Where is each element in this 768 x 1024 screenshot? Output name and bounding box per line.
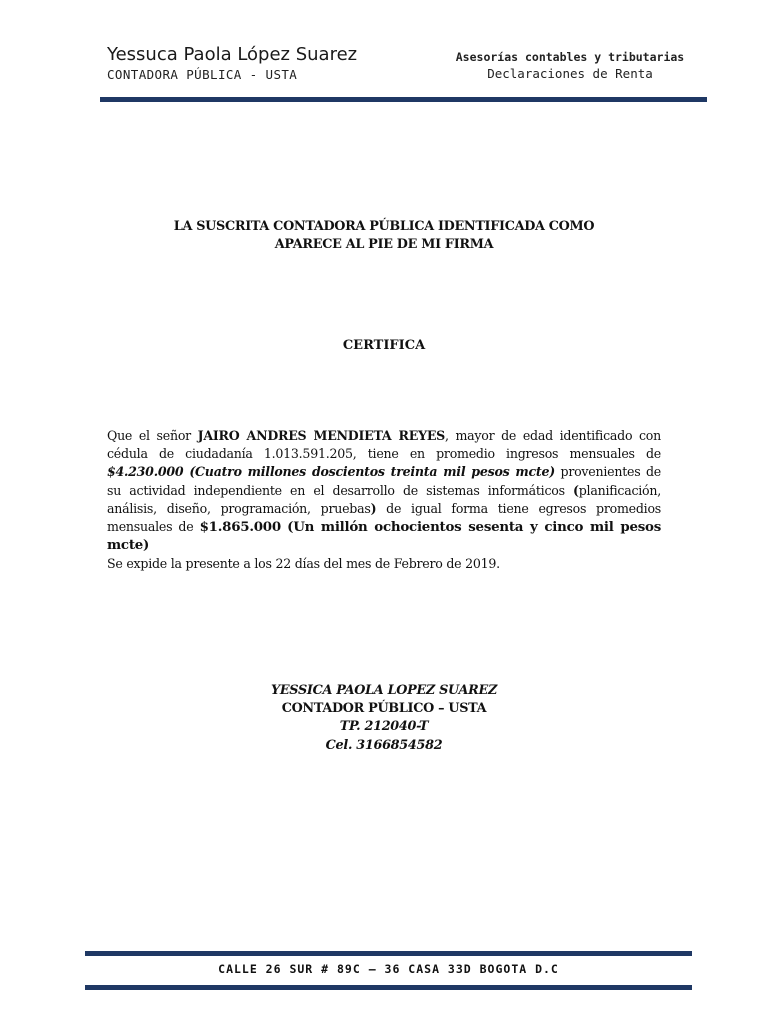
services-line-1: Asesorías contables y tributarias [455,50,685,64]
activities-list: planificación, análisis, diseño, programación, pruebas [107,482,661,516]
signer-name: YESSICA PAOLA LOPEZ SUAREZ [271,683,497,698]
income-amount: $4.230.000 (Cuatro millones doscientos treinta mil pesos mcte) [107,464,555,480]
header-services [420,50,720,81]
footer-divider-bottom [85,985,692,990]
header-subtitle: CONTADORA PÚBLICA - USTA [107,67,298,82]
para-text-2: , mayor de edad identificado con cédula de ciudadanía 1.013.591.205, tiene en promedio ingresos mensuales de [107,428,661,462]
certification-paragraph [107,427,661,554]
expenses-text: (Un millón ochocientos sesenta y cinco mil pesos mcte) [107,519,661,554]
title-line-1: LA SUSCRITA CONTADORA PÚBLICA IDENTIFICADA COMO [173,219,595,234]
document-title [107,218,661,254]
footer-address: CALLE 26 SUR # 89C – 36 CASA 33D BOGOTA D.C [218,962,559,976]
header-name: Yessuca Paola López Suarez [107,44,358,65]
header-divider [100,97,707,102]
services-line-2: Declaraciones de Renta [487,66,653,81]
para-text-5: de igual forma tiene egresos promedios mensuales de [107,500,661,535]
person-name: JAIRO ANDRES MENDIETA REYES [197,428,446,443]
expenses-amount: $1.865.000 [199,519,281,536]
footer-divider-top [85,951,692,956]
signer-phone: Cel. 3166854582 [325,737,443,753]
paren-close: ) [370,500,377,516]
signer-tp: TP. 212040-T [339,719,429,735]
signature-block [107,682,661,755]
signer-role: CONTADOR PÚBLICO – USTA [281,701,487,717]
title-line-2: APARECE AL PIE DE MI FIRMA [274,237,494,252]
paren-open: ( [573,482,579,498]
para-text-1: Que el señor [107,428,198,443]
para-text-3: provenientes de su actividad independiente en el desarrollo de sistemas informáticos [107,464,661,498]
certifica-heading: CERTIFICA [342,338,426,353]
issue-date-line: Se expide la presente a los 22 días del mes de Febrero de 2019. [107,556,500,571]
